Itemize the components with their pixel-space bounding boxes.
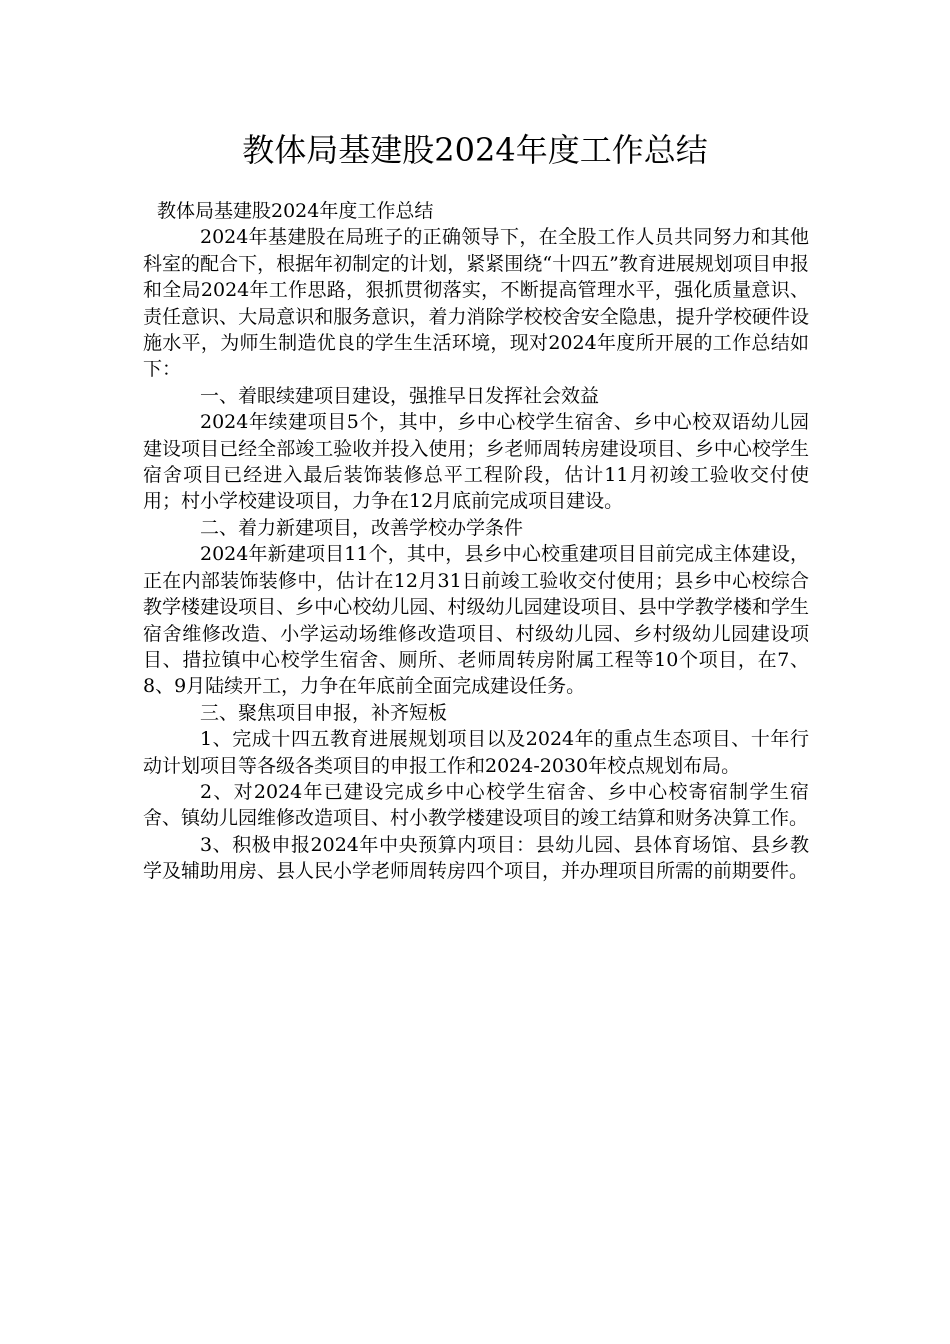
section-heading-3: 三、聚焦项目申报，补齐短板 (200, 701, 448, 724)
intro-paragraph: 2024年基建股在局班子的正确领导下，在全股工作人员共同努力和其他科室的配合下，根据年初制定的计划，紧紧围绕“十四五”教育进展规划项目申报和全局2024年工作思路，狠抓贯彻落实，不断提高管理水平，强化质量意识、责任意识、大局意识和服务意识，着力消除学校校舍安全隐患，提升学校硬件设施水平，为师生制造优良的学生生活环境，现对2024年度所开展的工作总结如下： (143, 226, 809, 381)
section-heading-1: 一、着眼续建项目建设，强推早日发挥社会效益 (200, 384, 600, 407)
document-subtitle: 教体局基建股2024年度工作总结 (157, 200, 434, 222)
section-1-paragraph: 2024年续建项目5个，其中，乡中心校学生宿舍、乡中心校双语幼儿园建设项目已经全部竣工验收并投入使用；乡老师周转房建设项目、乡中心校学生宿舍项目已经进入最后装饰装修总平工程阶段，估计11月初竣工验收交付使用；村小学校建设项目，力争在12月底前完成项目建设。 (143, 411, 809, 513)
document-title: 教体局基建股2024年度工作总结 (242, 131, 708, 169)
section-heading-2: 二、着力新建项目，改善学校办学条件 (200, 516, 524, 539)
section-2-paragraph: 2024年新建项目11个，其中，县乡中心校重建项目目前完成主体建设，正在内部装饰装修中，估计在12月31日前竣工验收交付使用；县乡中心校综合教学楼建设项目、乡中心校幼儿园、村级幼儿园建设项目、县中学教学楼和学生宿舍维修改造、小学运动场维修改造项目、村级幼儿园、乡村级幼儿园建设项目、措拉镇中心校学生宿舍、厕所、老师周转房附属工程等10个项目，在7、8、9月陆续开工，力争在年底前全面完成建设任务。 (143, 543, 809, 698)
section-3-item-2: 2、对2024年已建设完成乡中心校学生宿舍、乡中心校寄宿制学生宿舍、镇幼儿园维修改造项目、村小教学楼建设项目的竣工结算和财务决算工作。 (143, 780, 809, 830)
document-body (143, 198, 809, 885)
section-3-item-3: 3、积极申报2024年中央预算内项目：县幼儿园、县体育场馆、县乡教学及辅助用房、县人民小学老师周转房四个项目，并办理项目所需的前期要件。 (143, 833, 809, 883)
section-3-item-1: 1、完成十四五教育进展规划项目以及2024年的重点生态项目、十年行动计划项目等各级各类项目的申报工作和2024-2030年校点规划布局。 (143, 728, 809, 777)
